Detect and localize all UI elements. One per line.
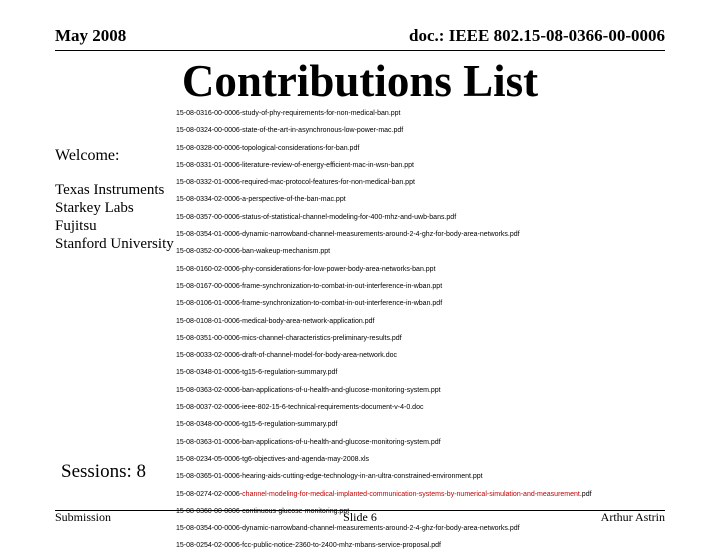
list-item bbox=[176, 490, 592, 507]
company-item: Stanford University bbox=[55, 236, 174, 252]
highlighted-filename: channel-modeling-for-medical-implanted-communication-systems-by-numerical-simulation-and-measurement bbox=[242, 490, 580, 498]
footer-author: Arthur Astrin bbox=[600, 510, 665, 524]
list-item: 15-08-0037-02-0006-ieee-802-15-6-technical-requirements-document-v-4-0.doc bbox=[176, 404, 424, 412]
list-item: 15-08-0354-01-0006-dynamic-narrowband-channel-measurements-around-2-4-ghz-for-body-area-networks.pdf bbox=[176, 231, 520, 239]
list-item: 15-08-0354-00-0006-dynamic-narrowband-channel-measurements-around-2-4-ghz-for-body-area-networks.pdf bbox=[176, 525, 520, 533]
list-item: 15-08-0316-00-0006-study-of-phy-requirements-for-non-medical-ban.ppt bbox=[176, 110, 401, 117]
company-item: Starkey Labs bbox=[55, 200, 134, 216]
header-date: May 2008 bbox=[55, 26, 127, 45]
header-doc-id: doc.: IEEE 802.15-08-0366-00-0006 bbox=[409, 26, 665, 45]
list-item: 15-08-0167-00-0006-frame-synchronization-to-combat-in-out-interference-in-wban.ppt bbox=[176, 282, 443, 290]
list-item: 15-08-0363-02-0006-ban-applications-of-u-health-and-glucose-monitoring-system.ppt bbox=[176, 386, 441, 394]
header-rule bbox=[55, 50, 665, 51]
list-item: 15-08-0332-01-0006-required-mac-protocol-features-for-non-medical-ban.ppt bbox=[176, 179, 415, 187]
list-item: 15-08-0363-01-0006-ban-applications-of-u-health-and-glucose-monitoring-system.pdf bbox=[176, 438, 441, 446]
list-item: 15-08-0348-00-0006-tg15-6-regulation-summary.pdf bbox=[176, 421, 338, 429]
list-item: 15-08-0324-00-0006-state-of-the-art-in-asynchronous-low-power-mac.pdf bbox=[176, 127, 404, 135]
list-item: 15-08-0365-01-0006-hearing-aids-cutting-edge-technology-in-an-ultra-constrained-environment.ppt bbox=[176, 473, 483, 481]
list-item: 15-08-0328-00-0006-topological-considerations-for-ban.pdf bbox=[176, 144, 360, 152]
list-item: 15-08-0334-02-0006-a-perspective-of-the-ban-mac.ppt bbox=[176, 196, 346, 204]
list-item: 15-08-0360-00-0006-continuous-glucose-monitoring.ppt bbox=[176, 507, 350, 515]
page-title: Contributions List bbox=[181, 56, 539, 106]
list-item: 15-08-0352-00-0006-ban-wakeup-mechanism.ppt bbox=[176, 248, 331, 256]
company-item: Texas Instruments bbox=[55, 182, 165, 198]
list-item: 15-08-0106-01-0006-frame-synchronization-to-combat-in-out-interference-in-wban.pdf bbox=[176, 300, 443, 308]
sessions-count: Sessions: 8 bbox=[61, 461, 146, 482]
list-item: 15-08-0331-01-0006-literature-review-of-energy-efficient-mac-in-wsn-ban.ppt bbox=[176, 161, 414, 169]
filename-prefix: 15-08-0274-02-0006- bbox=[176, 490, 243, 498]
list-item: 15-08-0234-05-0006-tg6-objectives-and-agenda-may-2008.xls bbox=[176, 455, 370, 463]
list-item: 15-08-0254-02-0006-fcc-public-notice-2360-to-2400-mhz-mbans-service-proposal.pdf bbox=[176, 542, 441, 550]
list-item: 15-08-0108-01-0006-medical-body-area-network-application.pdf bbox=[176, 317, 375, 325]
welcome-label: Welcome: bbox=[55, 147, 120, 164]
contributions-list bbox=[176, 109, 592, 559]
list-item: 15-08-0033-02-0006-draft-of-channel-model-for-body-area-network.doc bbox=[176, 352, 398, 360]
company-list bbox=[55, 181, 174, 253]
footer-slide-number: Slide 6 bbox=[343, 510, 377, 524]
company-item: Fujitsu bbox=[55, 218, 97, 234]
filename-suffix: .pdf bbox=[579, 490, 592, 498]
list-item: 15-08-0357-00-0006-status-of-statistical-channel-modeling-for-400-mhz-and-uwb-bans.pdf bbox=[176, 213, 457, 221]
list-item: 15-08-0160-02-0006-phy-considerations-for-low-power-body-area-networks-ban.ppt bbox=[176, 265, 436, 273]
footer-submission: Submission bbox=[55, 510, 112, 524]
list-item: 15-08-0351-00-0006-mics-channel-characteristics-preliminary-results.pdf bbox=[176, 334, 402, 342]
list-item: 15-08-0348-01-0006-tg15-6-regulation-summary.pdf bbox=[176, 369, 338, 377]
